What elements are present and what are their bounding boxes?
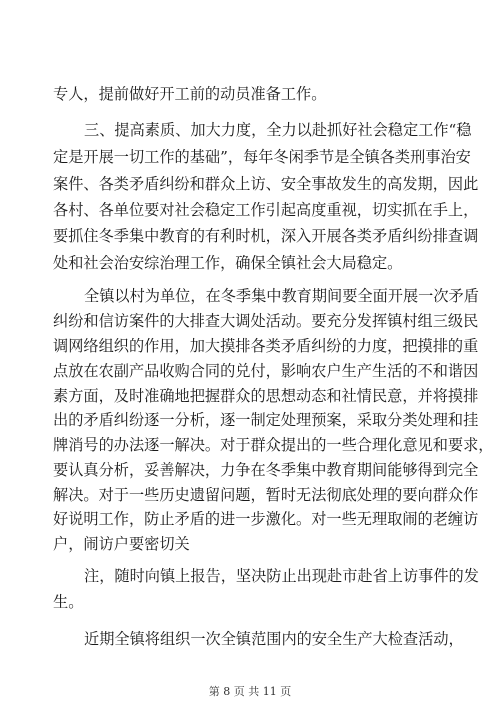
text-line: 案件、各类矛盾纠纷和群众上访、安全事故发生的高发期，因此 — [53, 175, 479, 193]
text-line: 调网络组织的作用，加大摸排各类矛盾纠纷的力度，把摸排的重 — [53, 337, 479, 355]
text-line: 各村、各单位要对社会稳定工作引起高度重视，切实抓在手上， — [53, 201, 479, 219]
text-line: 全镇以村为单位，在冬季集中教育期间要全面开展一次矛盾 — [84, 287, 479, 305]
text-line: 生。 — [53, 593, 84, 611]
text-line: 近期全镇将组织一次全镇范围内的安全生产大检查活动， — [84, 630, 464, 648]
text-line: 注，随时向镇上报告，坚决防止出现赴市赴省上访事件的发 — [84, 567, 479, 585]
text-line: 专人，提前做好开工前的动员准备工作。 — [53, 85, 327, 103]
page-number-footer: 第 8 页 共 11 页 — [208, 685, 292, 698]
text-line: 素方面，及时准确地把握群众的思想动态和社情民意，并将摸排 — [53, 387, 479, 405]
text-line: 解决。对于一些历史遗留问题，暂时无法彻底处理的要向群众作 — [53, 486, 479, 504]
text-line: 户，闹访户要密切关 — [53, 535, 190, 553]
text-line: 要认真分析，妥善解决，力争在冬季集中教育期间能够得到完全 — [53, 461, 479, 479]
text-line: 牌消号的办法逐一解决。对于群众提出的一些合理化意见和要求， — [53, 436, 494, 454]
text-line: 定是开展一切工作的基础”，每年冬闲季节是全镇各类刑事治安 — [53, 148, 471, 166]
text-line: 处和社会治安综治理工作，确保全镇社会大局稳定。 — [53, 254, 403, 272]
text-line: 好说明工作，防止矛盾的进一步激化。对一些无理取闹的老缠访 — [53, 510, 479, 528]
text-line: 三、提高素质、加大力度，全力以赴抓好社会稳定工作“稳 — [84, 121, 472, 139]
text-line: 出的矛盾纠纷逐一分析，逐一制定处理预案，采取分类处理和挂 — [53, 411, 479, 429]
text-line: 点放在农副产品收购合同的兑付，影响农户生产生活的不和谐因 — [53, 362, 479, 380]
text-line: 要抓住冬季集中教育的有利时机，深入开展各类矛盾纠纷排查调 — [53, 227, 479, 245]
text-line: 纠纷和信访案件的大排查大调处活动。要充分发挥镇村组三级民 — [53, 312, 479, 330]
